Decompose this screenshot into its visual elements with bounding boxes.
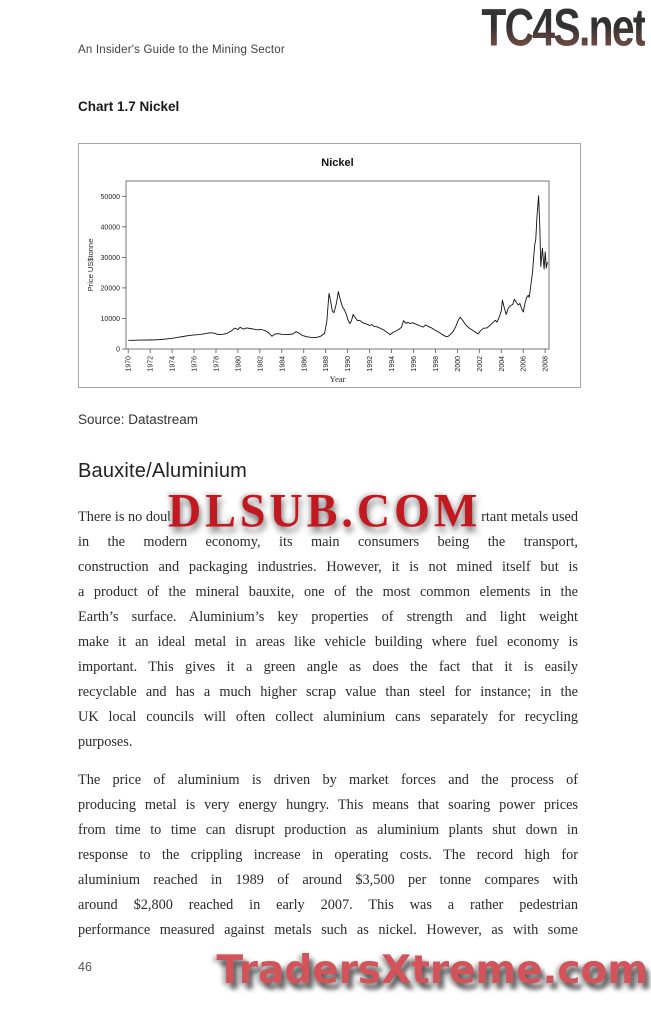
svg-text:2008: 2008 xyxy=(542,356,550,372)
svg-text:2002: 2002 xyxy=(476,356,484,372)
svg-text:1982: 1982 xyxy=(257,356,265,372)
svg-text:30000: 30000 xyxy=(100,254,120,262)
svg-text:1996: 1996 xyxy=(410,356,418,372)
text-line: UK local councils will often collect aluminium cans separately for recycling xyxy=(78,709,578,725)
text-line: aluminium reached in 1989 of around $3,500 per tonne compares with xyxy=(78,872,578,888)
paragraph-2 xyxy=(78,768,578,943)
text-line: around $2,800 reached in early 2007. This was a rather pedestrian xyxy=(78,897,578,913)
text-line: response to the crippling increase in operating costs. The record high for xyxy=(78,847,578,863)
text-line: make it an ideal metal in areas like vehicle building where fuel economy is xyxy=(78,634,578,650)
svg-text:1998: 1998 xyxy=(432,356,440,372)
svg-text:0: 0 xyxy=(116,346,120,354)
text-line: a product of the mineral bauxite, one of the most common elements in the xyxy=(78,584,578,600)
svg-text:40000: 40000 xyxy=(100,224,120,232)
svg-text:1972: 1972 xyxy=(147,356,155,372)
chart-caption: Chart 1.7 Nickel xyxy=(78,99,180,114)
section-heading: Bauxite/Aluminium xyxy=(78,460,248,482)
svg-text:2006: 2006 xyxy=(520,356,528,372)
svg-text:2004: 2004 xyxy=(498,356,506,372)
watermark-dlsub: DLSUB.COM xyxy=(168,483,482,538)
svg-text:1984: 1984 xyxy=(279,356,287,372)
svg-text:1970: 1970 xyxy=(125,356,133,372)
text-fragment-left: There is no doub xyxy=(78,509,175,525)
svg-text:20000: 20000 xyxy=(100,285,120,293)
paragraph-1 xyxy=(78,505,578,755)
svg-text:1988: 1988 xyxy=(323,356,331,372)
nickel-chart-svg xyxy=(79,144,580,387)
text-line: important. This gives it a green angle as does the fact that it is easily xyxy=(78,659,578,675)
svg-text:1992: 1992 xyxy=(367,356,375,372)
svg-text:50000: 50000 xyxy=(100,193,120,201)
svg-text:1978: 1978 xyxy=(213,356,221,372)
text-line: purposes. xyxy=(78,734,133,750)
svg-text:1974: 1974 xyxy=(169,356,177,372)
page-number: 46 xyxy=(78,960,92,974)
text-line: recyclable and has a much higher scrap value than steel for instance; in the xyxy=(78,684,578,700)
watermark-tc4s: TC4S.net xyxy=(482,0,645,58)
text-line: from time to time can disrupt production as aluminium plants shut down in xyxy=(78,822,578,838)
text-fragment-right: rtant metals used xyxy=(481,509,578,525)
svg-text:1990: 1990 xyxy=(345,356,353,372)
svg-text:Year: Year xyxy=(329,374,346,384)
nickel-price-chart xyxy=(78,143,581,388)
svg-text:10000: 10000 xyxy=(100,315,120,323)
text-line: Earth’s surface. Aluminium’s key properties of strength and light weight xyxy=(78,609,578,625)
svg-text:1994: 1994 xyxy=(389,356,397,372)
text-line: The price of aluminium is driven by market forces and the process of xyxy=(78,772,578,788)
running-header: An Insider's Guide to the Mining Sector xyxy=(78,44,285,56)
svg-text:1986: 1986 xyxy=(301,356,309,372)
svg-text:2000: 2000 xyxy=(454,356,462,372)
svg-text:1980: 1980 xyxy=(235,356,243,372)
source-note: Source: Datastream xyxy=(78,412,199,427)
text-line: performance measured against metals such as nickel. However, as with some xyxy=(78,922,578,938)
svg-text:Price US$tonne: Price US$tonne xyxy=(86,238,95,292)
text-line: construction and packaging industries. However, it is not mined itself but is xyxy=(78,559,578,575)
svg-text:Nickel: Nickel xyxy=(321,157,354,169)
text-line: producing metal is very energy hungry. This means that soaring power prices xyxy=(78,797,578,813)
text-line: in the modern economy, its main consumers being the transport, xyxy=(78,534,578,550)
watermark-tradersxtreme: TradersXtreme.com xyxy=(216,948,648,993)
svg-text:1976: 1976 xyxy=(191,356,199,372)
